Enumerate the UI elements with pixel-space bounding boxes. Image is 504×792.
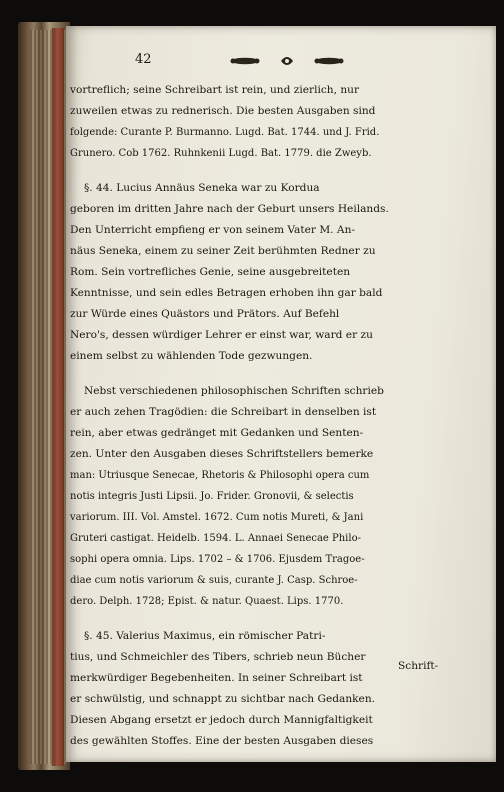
page-number: 42: [135, 52, 152, 67]
text-line: näus Seneka, einem zu seiner Zeit berühmten Redner zu: [70, 245, 376, 257]
text-line: einem selbst zu wählenden Tode gezwungen.: [70, 350, 313, 362]
paragraph-continuation: [70, 80, 445, 164]
text-line: vortreflich; seine Schreibart ist rein, und zierlich, nur: [70, 84, 360, 96]
section-heading-44: §. 44. Lucius Annäus Seneka war zu Kordua: [84, 182, 320, 194]
text-line: merkwürdiger Begebenheiten. In seiner Schreibart ist: [70, 672, 363, 684]
paragraph-valerius: [70, 626, 445, 752]
paragraph-seneca-works: [70, 381, 445, 612]
text-line: Diesen Abgang ersetzt er jedoch durch Mannigfaltigkeit: [70, 714, 373, 726]
text-line: er schwülstig, und schnappt zu sichtbar nach Gedanken.: [70, 693, 376, 705]
paragraph-seneca: [70, 178, 445, 367]
text-line: geboren im dritten Jahre nach der Geburt unsers Heilands.: [70, 203, 389, 215]
catchword: Schrift-: [398, 660, 439, 672]
text-line: sophi opera omnia. Lips. 1702 – & 1706. Ejusdem Tragoe-: [70, 554, 365, 565]
text-line: tius, und Schmeichler des Tibers, schrieb neun Bücher: [70, 651, 366, 663]
text-line: zen. Unter den Ausgaben dieses Schriftstellers bemerke: [70, 448, 374, 460]
text-line: Grunero. Cob 1762. Ruhnkenii Lugd. Bat. 1779. die Zweyb.: [70, 148, 372, 159]
text-line: rein, aber etwas gedränget mit Gedanken und Senten-: [70, 427, 364, 439]
text-line: zur Würde eines Quästors und Prätors. Auf Befehl: [70, 308, 340, 320]
text-line: folgende: Curante P. Burmanno. Lugd. Bat. 1744. und J. Frid.: [70, 127, 380, 138]
page-header: [135, 52, 455, 74]
text-line: variorum. III. Vol. Amstel. 1672. Cum notis Mureti, & Jani: [70, 512, 364, 523]
ornament-icon: [227, 54, 347, 68]
text-line: Nero's, dessen würdiger Lehrer er einst war, ward er zu: [70, 329, 373, 341]
text-line: Rom. Sein vortrefliches Genie, seine ausgebreiteten: [70, 266, 351, 278]
text-line: man: Utriusque Senecae, Rhetoris & Philosophi opera cum: [70, 470, 370, 481]
text-line: notis integris Justi Lipsii. Jo. Frider. Gronovii, & selectis: [70, 491, 354, 502]
red-page-edge: [52, 28, 64, 766]
text-line: dero. Delph. 1728; Epist. & natur. Quaest. Lips. 1770.: [70, 596, 344, 607]
text-line: diae cum notis variorum & suis, curante J. Casp. Schroe-: [70, 575, 358, 586]
text-line: Den Unterricht empfieng er von seinem Vater M. An-: [70, 224, 355, 236]
text-line: Kenntnisse, und sein edles Betragen erhoben ihn gar bald: [70, 287, 383, 299]
page-text: [70, 80, 445, 752]
section-heading-45: §. 45. Valerius Maximus, ein römischer Patri-: [84, 630, 326, 642]
text-line: zuweilen etwas zu rednerisch. Die besten Ausgaben sind: [70, 105, 376, 117]
text-line: er auch zehen Tragödien: die Schreibart in denselben ist: [70, 406, 377, 418]
text-line: Gruteri castigat. Heidelb. 1594. L. Annaei Senecae Philo-: [70, 533, 361, 544]
text-line: des gewählten Stoffes. Eine der besten Ausgaben dieses: [70, 735, 374, 747]
text-line: Nebst verschiedenen philosophischen Schriften schrieb: [84, 385, 384, 397]
